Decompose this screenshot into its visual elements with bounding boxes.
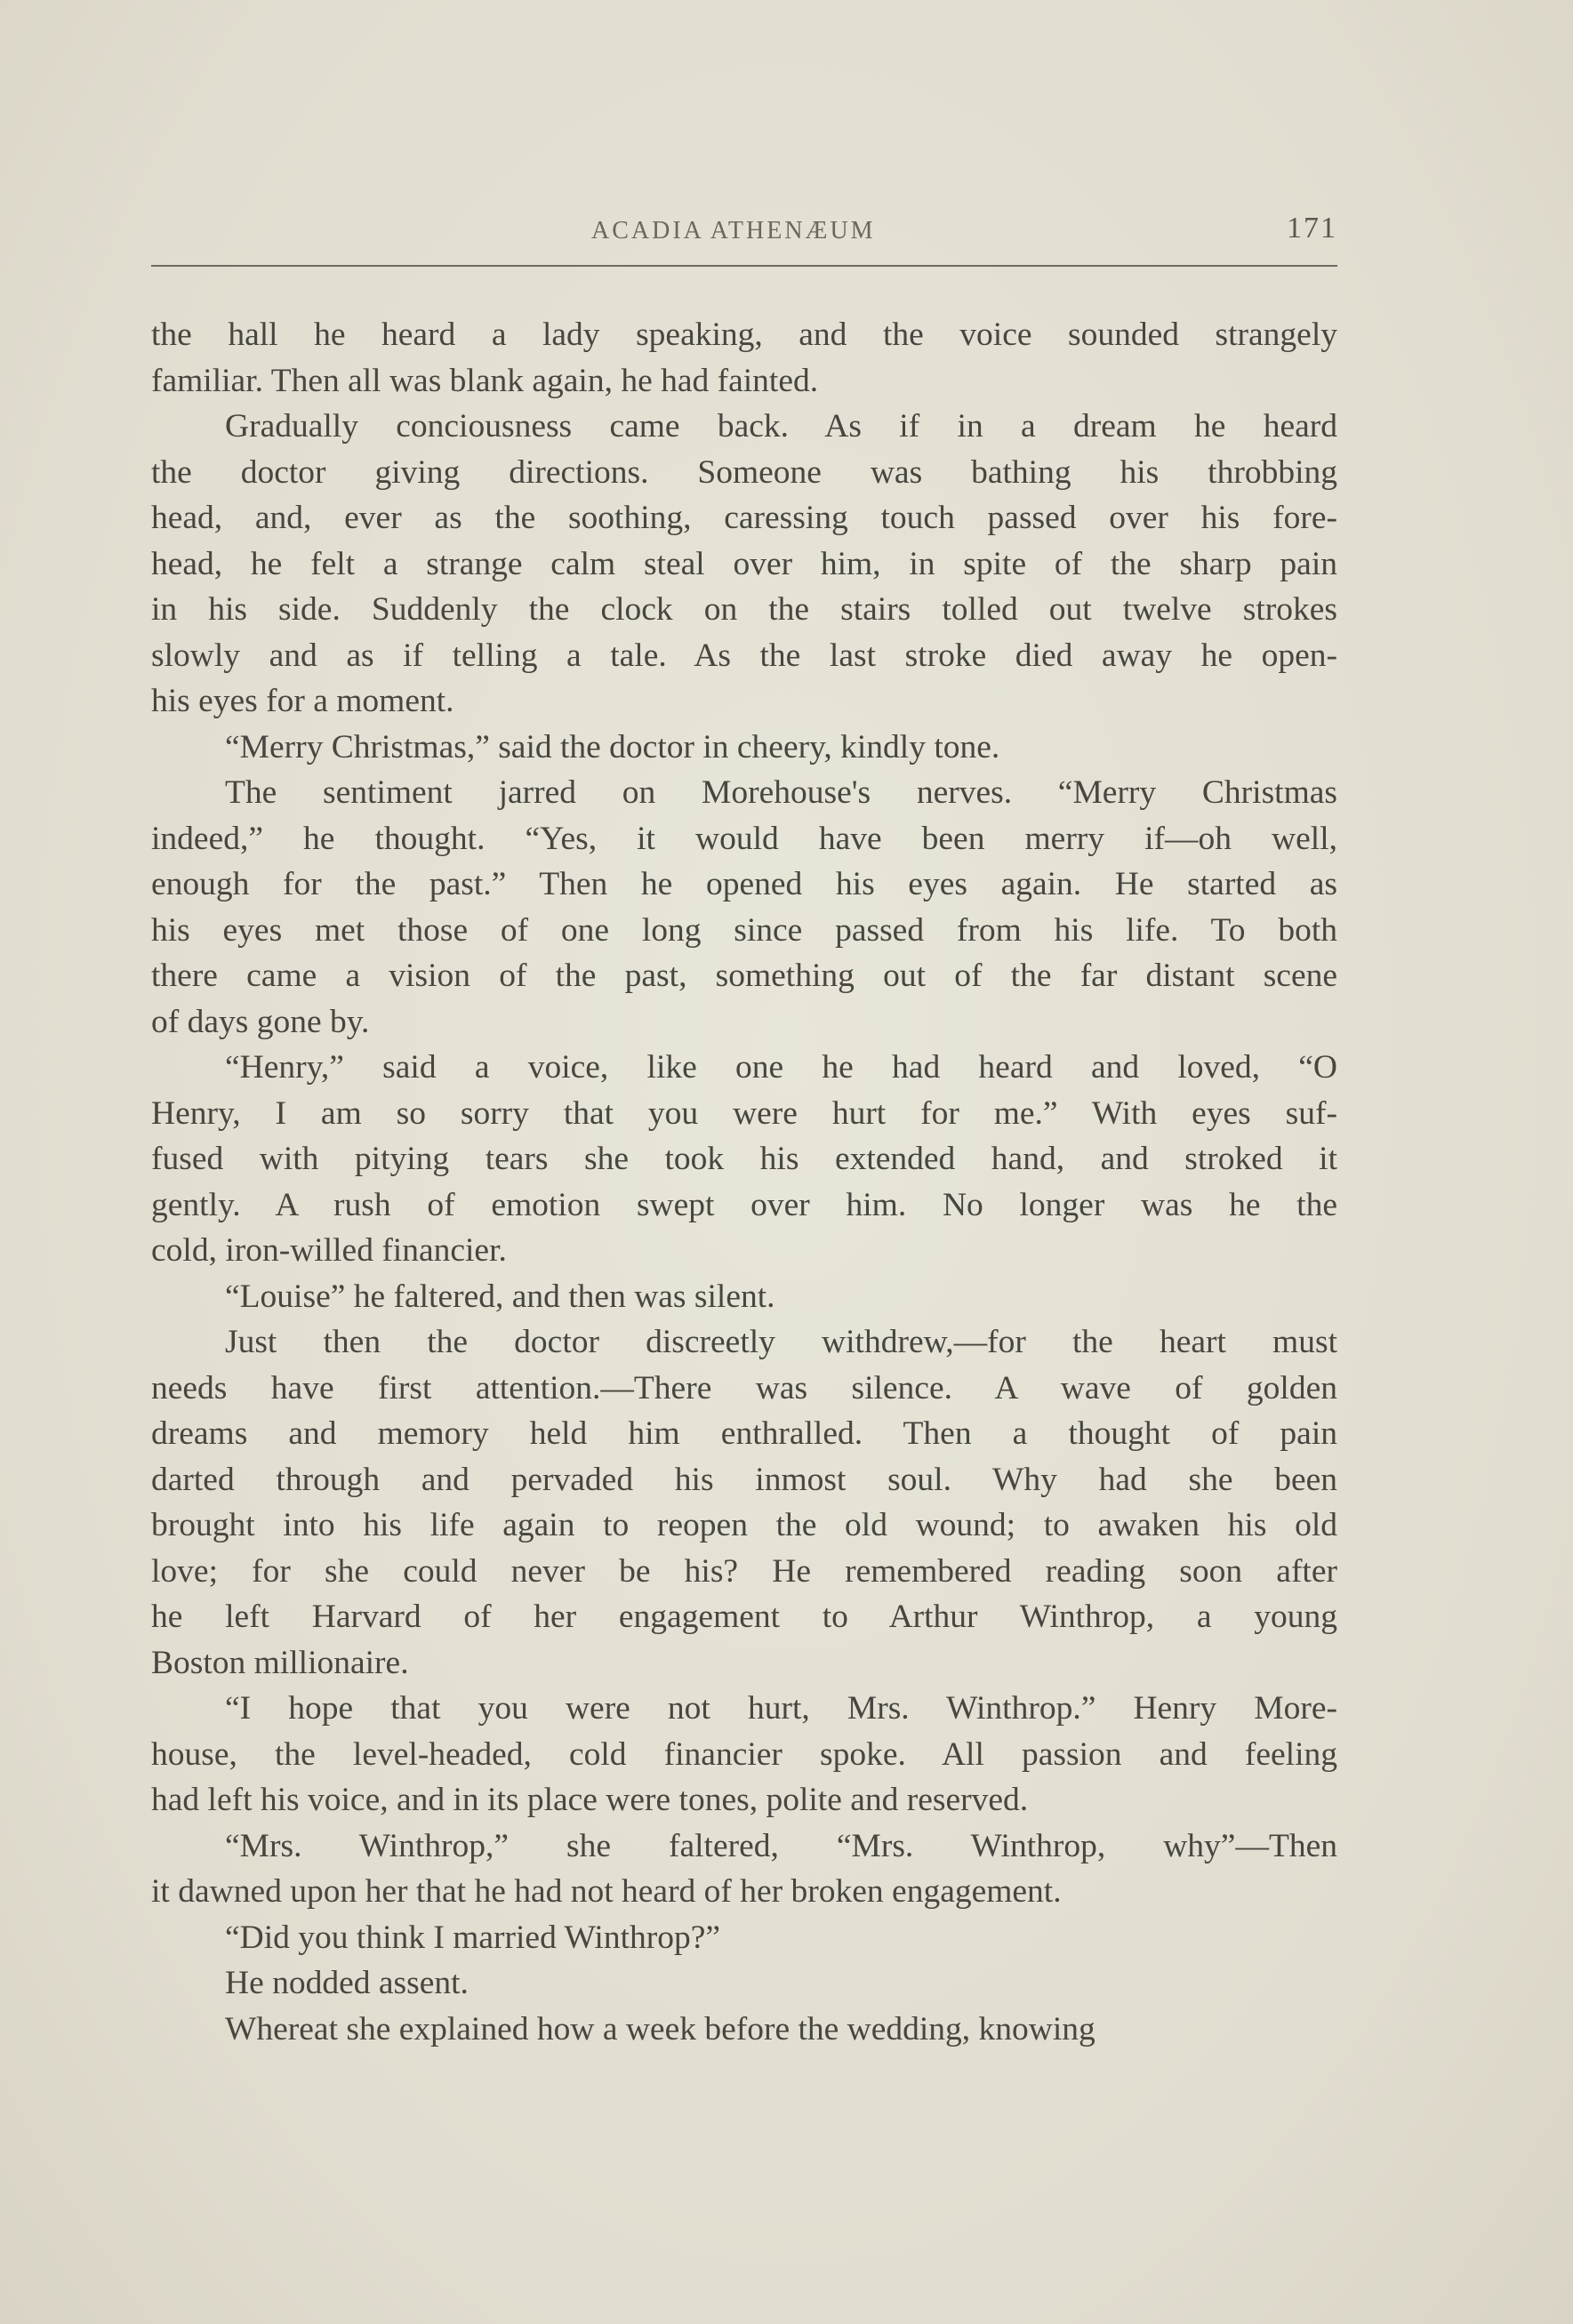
text-line: darted through and pervaded his inmost soul. Why had she been	[151, 1461, 1337, 1498]
text-line: brought into his life again to reopen the old wound; to awaken his old	[151, 1507, 1337, 1543]
text-line: fused with pitying tears she took his extended hand, and stroked it	[151, 1141, 1337, 1177]
text-line: had left his voice, and in its place were tones, polite and reserved.	[151, 1782, 1029, 1818]
text-line: Gradually conciousness came back. As if in a dream he heard	[225, 408, 1337, 445]
text-line: the hall he heard a lady speaking, and the voice sounded strangely	[151, 317, 1337, 353]
text-line: indeed,” he thought. “Yes, it would have been merry if—oh well,	[151, 820, 1337, 857]
text-line: Boston millionaire.	[151, 1644, 409, 1681]
text-line: dreams and memory held him enthralled. Then a thought of pain	[151, 1415, 1337, 1452]
running-header	[151, 212, 1337, 267]
text-line: gently. A rush of emotion swept over him. No longer was he the	[151, 1186, 1337, 1223]
text-line: He nodded assent.	[225, 1965, 469, 2001]
text-line: of days gone by.	[151, 1003, 370, 1040]
running-title: ACADIA ATHENÆUM	[591, 217, 876, 244]
text-line: “Merry Christmas,” said the doctor in cheery, kindly tone.	[225, 728, 1000, 765]
text-line: head, and, ever as the soothing, caressing touch passed over his fore-	[151, 500, 1337, 536]
text-line: cold, iron-willed financier.	[151, 1232, 507, 1269]
text-line: his eyes met those of one long since passed from his life. To both	[151, 911, 1337, 949]
page-number: 171	[1287, 212, 1337, 244]
text-line: “Henry,” said a voice, like one he had heard and loved, “O	[225, 1049, 1337, 1086]
text-line: “Did you think I married Winthrop?”	[225, 1919, 721, 1956]
text-line: Henry, I am so sorry that you were hurt for me.” With eyes suf-	[151, 1094, 1337, 1132]
text-line: needs have first attention.—There was silence. A wave of golden	[151, 1369, 1337, 1406]
text-line: love; for she could never be his? He remembered reading soon after	[151, 1552, 1337, 1590]
text-line: he left Harvard of her engagement to Arthur Winthrop, a young	[151, 1599, 1337, 1635]
text-line: slowly and as if telling a tale. As the last stroke died away he open-	[151, 637, 1337, 674]
text-line: familiar. Then all was blank again, he had fainted.	[151, 362, 819, 399]
text-line: house, the level-headed, cold financier spoke. All passion and feeling	[151, 1735, 1337, 1773]
text-line: his eyes for a moment.	[151, 683, 454, 719]
text-line: “Mrs. Winthrop,” she faltered, “Mrs. Winthrop, why”—Then	[225, 1827, 1337, 1864]
text-line: Whereat she explained how a week before the wedding, knowing	[225, 2010, 1095, 2048]
text-line: head, he felt a strange calm steal over him, in spite of the sharp pain	[151, 545, 1337, 582]
text-line: it dawned upon her that he had not heard of her broken engagement.	[151, 1873, 1062, 1910]
text-line: “Louise” he faltered, and then was silent.	[225, 1278, 775, 1315]
text-line: “I hope that you were not hurt, Mrs. Winthrop.” Henry More-	[225, 1690, 1337, 1727]
text-line: enough for the past.” Then he opened his eyes again. He started as	[151, 866, 1337, 902]
body-text	[151, 312, 1337, 2052]
text-line: there came a vision of the past, something out of the far distant scene	[151, 958, 1337, 994]
text-line: Just then the doctor discreetly withdrew,—for the heart must	[225, 1324, 1337, 1360]
text-line: The sentiment jarred on Morehouse's nerves. “Merry Christmas	[225, 774, 1337, 811]
text-line: the doctor giving directions. Someone was bathing his throbbing	[151, 453, 1337, 491]
text-line: in his side. Suddenly the clock on the stairs tolled out twelve strokes	[151, 591, 1337, 628]
